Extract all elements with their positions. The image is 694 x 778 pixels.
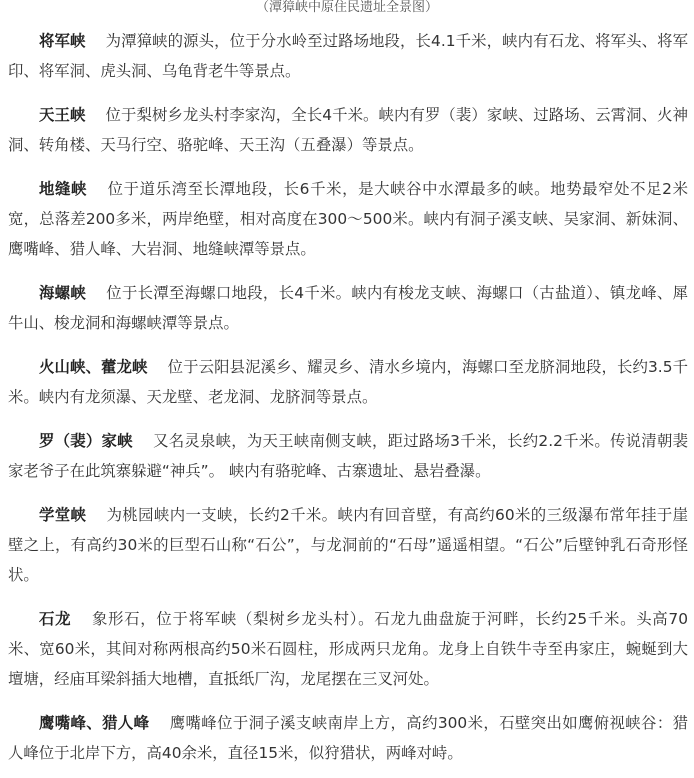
- section-text: 位于梨树乡龙头村李家沟，全长4千米。峡内有罗（裴）家峡、过路场、云霄洞、火神洞、转角楼、天马行空、骆驼峰、天王沟（五叠瀑）等景点。: [8, 106, 688, 154]
- paragraph-huoshan-gorge: [8, 352, 688, 412]
- section-text: 为桃园峡内一支峡，长约2千米。峡内有回音壁，有高约60米的三级瀑布常年挂于崖壁之上，有高约30米的巨型石山称“石公”，与龙洞前的“石母”遥遥相望。“石公”后壁钟乳石奇形怪状。: [8, 506, 688, 584]
- image-caption: （潭獐峡中原住民遗址全景图）: [255, 0, 438, 15]
- paragraph-xuetang-gorge: [8, 500, 688, 590]
- section-text: 位于云阳县泥溪乡、耀灵乡、清水乡境内，海螺口至龙脐洞地段，长约3.5千米。峡内有龙须瀑、天龙壁、老龙洞、龙脐洞等景点。: [8, 358, 688, 406]
- section-heading: 罗（裴）家峡: [39, 432, 133, 450]
- section-heading: 海螺峡: [39, 284, 86, 302]
- paragraph-hailuo-gorge: [8, 278, 688, 338]
- section-heading: 石龙: [39, 610, 72, 628]
- section-text: 鹰嘴峰位于洞子溪支峡南岸上方，高约300米，石壁突出如鹰俯视峡谷：猎人峰位于北岸下方，高40余米，直径15米，似狩猎状，两峰对峙。: [8, 714, 688, 762]
- section-heading: 鹰嘴峰、猎人峰: [39, 714, 150, 732]
- section-text: 象形石，位于将军峡（梨树乡龙头村）。石龙九曲盘旋于河畔，长约25千米。头高70米、宽60米，其间对称两根高约50米石圆柱，形成两只龙角。龙身上自铁牛寺至冉家庄，蜿蜒到大壇塘，经庙耳梁斜插大地槽，直抵纸厂沟，龙尾摆在三叉河处。: [8, 610, 688, 688]
- paragraph-luo-family-gorge: [8, 426, 688, 486]
- section-text: 位于道乐湾至长潭地段，长6千米，是大峡谷中水潭最多的峡。地势最窄处不足2米宽，总落差200多米，两岸绝壁，相对高度在300～500米。峡内有洞子溪支峡、吴家洞、新妹洞、鹰嘴峰、猎人峰、大岩洞、地缝峡潭等景点。: [8, 180, 688, 258]
- paragraph-eagle-beak-peak: [8, 708, 688, 768]
- section-text: 又名灵泉峡，为天王峡南侧支峡，距过路场3千米，长约2.2千米。传说清朝裴家老爷子在此筑寨躲避“神兵”。 峡内有骆驼峰、古寨遗址、悬岩叠瀑。: [8, 432, 688, 480]
- section-heading: 将军峡: [39, 32, 86, 50]
- article-body: [8, 26, 688, 778]
- paragraph-difeng-gorge: [8, 174, 688, 264]
- section-heading: 学堂峡: [39, 506, 87, 524]
- section-text: 位于长潭至海螺口地段，长4千米。峡内有梭龙支峡、海螺口（古盐道）、镇龙峰、犀牛山、梭龙洞和海螺峡潭等景点。: [8, 284, 688, 332]
- paragraph-tianwang-gorge: [8, 100, 688, 160]
- section-heading: 天王峡: [39, 106, 86, 124]
- section-heading: 火山峡、藿龙峡: [39, 358, 148, 376]
- paragraph-stone-dragon: [8, 604, 688, 694]
- section-text: 为潭獐峡的源头，位于分水岭至过路场地段，长4.1千米，峡内有石龙、将军头、将军印、将军洞、虎头洞、乌龟背老牛等景点。: [8, 32, 688, 80]
- section-heading: 地缝峡: [39, 180, 88, 198]
- paragraph-jiangjun-gorge: [8, 26, 688, 86]
